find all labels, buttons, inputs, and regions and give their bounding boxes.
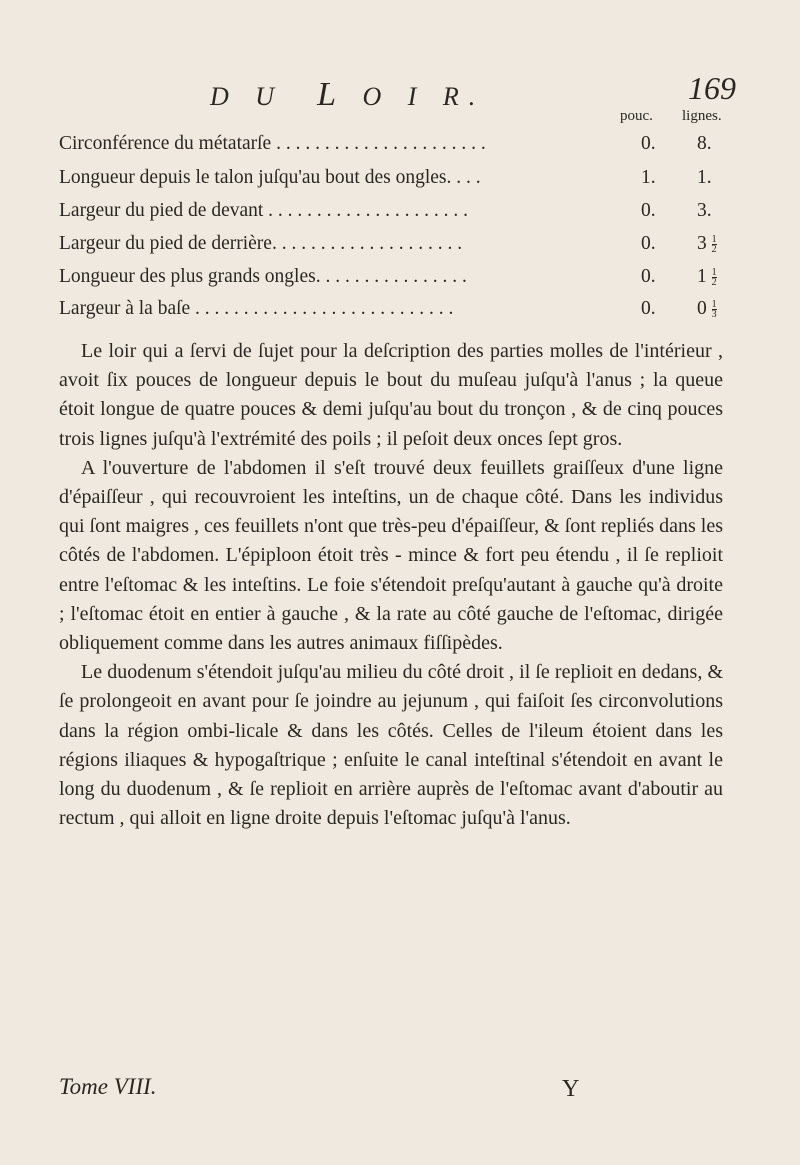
column-header-lignes: lignes. [682,108,722,124]
measurement-lignes: 1. [697,167,712,188]
measurement-pouces: 0. [641,200,656,221]
paragraph: A l'ouverture de l'abdomen il s'eſt trouvé deux feuillets graiſſeux d'une ligne d'épaiſſeur , qui recouvroient les inteſtins, un de chaque côté. Dans les individus qui ſont maigres , ces feuillets n'ont que très-peu d'épaiſſeur, & ſont repliés dans les côtés de l'abdomen. L'épiploon étoit très - mince & fort peu étendu , il ſe replioit entre l'eſtomac & les inteſtins. Le foie s'étendoit preſqu'autant à gauche qu'à droite ; l'eſtomac étoit en entier à gauche , & la rate au côté gauche de l'eſtomac, dirigée obliquement comme dans les autres animaux fiſſipèdes. [59,456,724,655]
measurement-label: Longueur des plus grands ongles. . . . . . . . . . . . . . . . [59,266,467,287]
running-head [210,76,485,114]
lignes-whole: 3 [697,233,707,254]
measurement-lignes [697,233,717,255]
measurement-label: Circonférence du métatarſe . . . . . . . . . . . . . . . . . . . . . . [59,133,486,154]
measurement-lignes: 3. [697,200,712,221]
lignes-whole: 1 [697,266,707,287]
fraction-denominator: 3 [711,309,717,321]
measurement-pouces: 0. [641,266,656,287]
running-head-initial: L [317,76,346,113]
lignes-fraction [712,235,717,254]
measurement-lignes [697,266,717,288]
measurement-row [59,133,719,159]
volume-label: Tome VIII. [59,1074,157,1099]
running-head-part2: O I R. [362,82,486,111]
page-footer [59,1074,723,1104]
column-header-pouces: pouc. [620,108,653,124]
page-number: 169 [688,70,736,106]
measurement-label: Longueur depuis le talon juſqu'au bout des ongles. . . . [59,167,481,188]
measurement-label: Largeur du pied de devant . . . . . . . . . . . . . . . . . . . . . [59,200,469,221]
measurement-label: Largeur du pied de derrière. . . . . . . . . . . . . . . . . . . . [59,233,463,254]
measurement-pouces: 0. [641,233,656,254]
fraction-denominator: 2 [711,277,717,289]
fraction-numerator: 1 [711,267,717,279]
measurement-pouces: 1. [641,167,656,188]
measurement-pouces: 0. [641,133,656,154]
measurement-row [59,167,719,193]
measurement-lignes: 8. [697,133,712,154]
measurement-label: Largeur à la baſe . . . . . . . . . . . . . . . . . . . . . . . . . . . [59,298,454,319]
body-text [59,337,723,833]
lignes-fraction [712,268,717,287]
running-head-part1: D U [210,82,285,111]
measurement-pouces: 0. [641,298,656,319]
measurement-lignes [697,298,717,320]
paragraph: Le loir qui a ſervi de ſujet pour la deſcription des parties molles de l'intérieur , avoit ſix pouces de longueur depuis le bout du muſeau juſqu'à l'anus ; la queue étoit longue de quatre pouces & demi juſqu'au bout du tronçon , & de cinq pouces trois lignes juſqu'à l'extrémité des poils ; il peſoit deux onces ſept gros. [59,340,723,450]
fraction-denominator: 2 [711,244,717,256]
measurement-row [59,298,719,324]
measurement-row [59,233,719,259]
lignes-fraction [712,300,717,319]
lignes-whole: 0 [697,298,707,319]
signature-mark: Y [562,1076,580,1102]
paragraph: Le duodenum s'étendoit juſqu'au milieu du côté droit , il ſe replioit en dedans, & ſe prolongeoit en avant pour ſe joindre au jejunum , qui faiſoit ſes circonvolutions dans la région ombi-licale & dans les côtés. Celles de l'ileum étoient dans les régions iliaques & hypogaſtrique ; enſuite le canal inteſtinal s'étendoit en avant le long du duodenum , & ſe replioit en arrière auprès de l'eſtomac avant d'aboutir au rectum , qui alloit en ligne droite depuis l'eſtomac juſqu'à l'anus. [59,661,723,830]
fraction-numerator: 1 [711,299,717,311]
measurement-row [59,266,719,292]
measurement-row [59,200,719,226]
fraction-numerator: 1 [711,234,717,246]
